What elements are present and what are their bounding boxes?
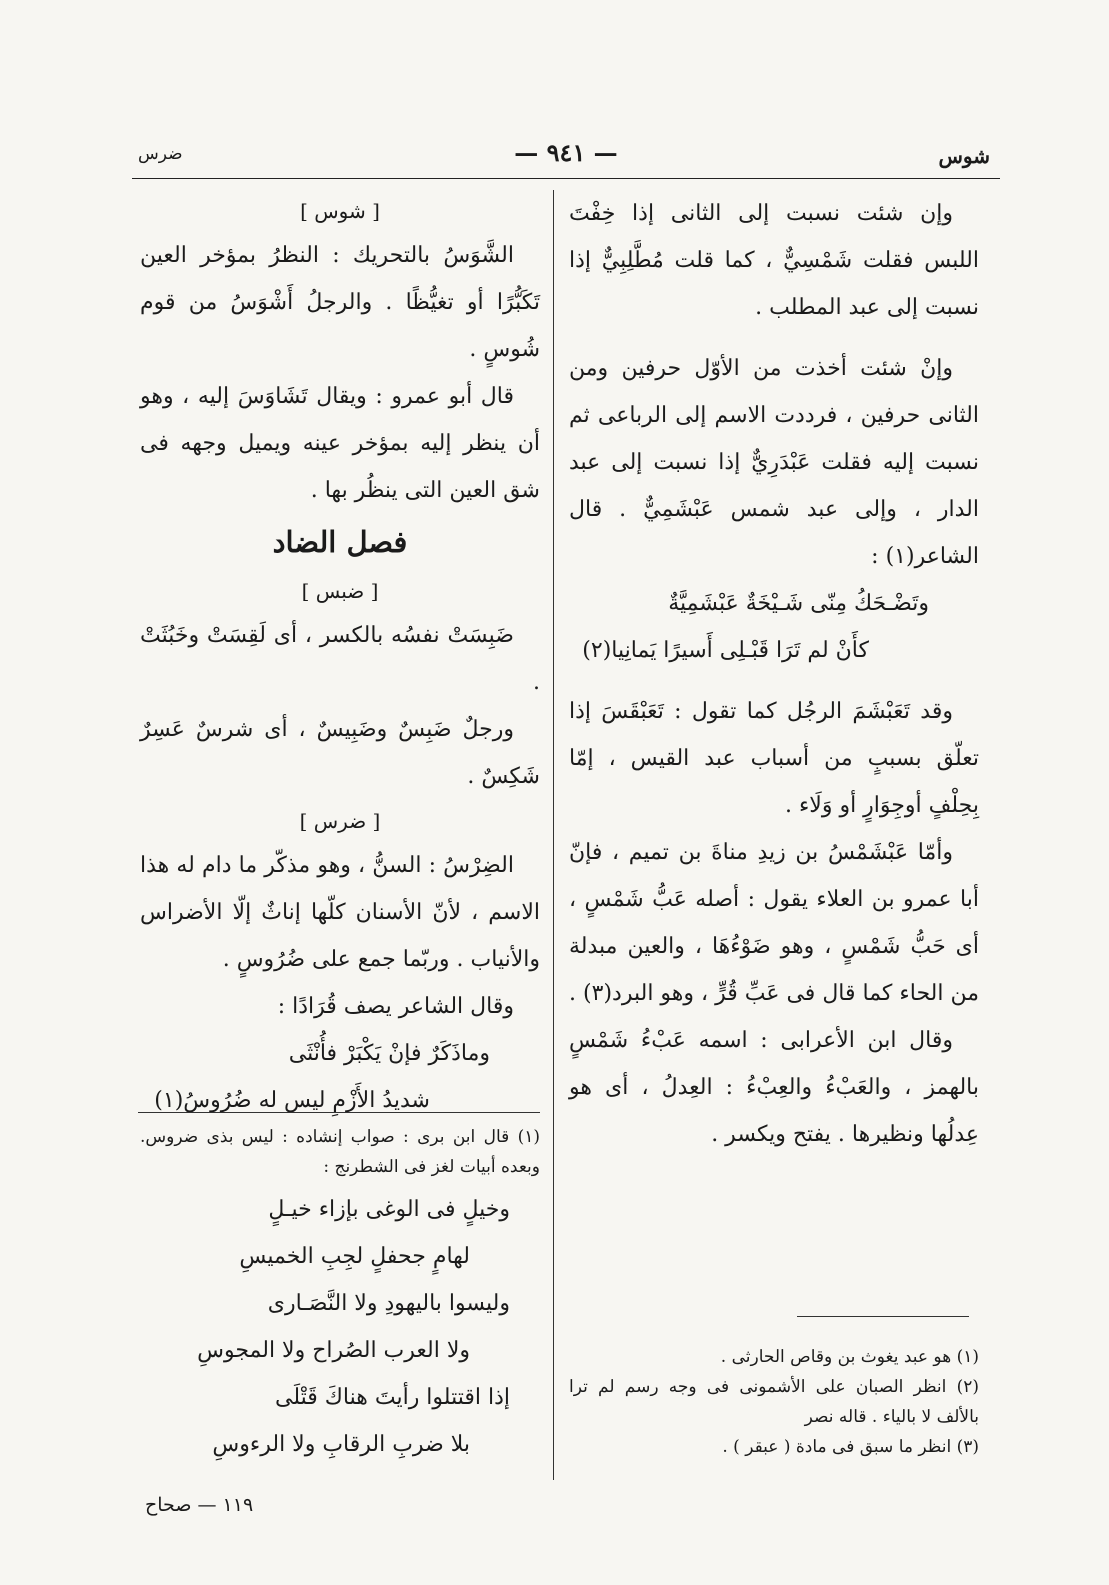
header-entry-word-right: شوس — [938, 144, 990, 168]
entry-heading: [ ضبس ] — [301, 579, 379, 603]
footnote: (٣) انظر ما سبق فى مادة ( عبقر ) . — [722, 1437, 979, 1457]
footer-signature: ١١٩ — صحاح — [145, 1494, 254, 1516]
poem-verse — [140, 1030, 540, 1124]
footnote-left — [140, 1122, 540, 1182]
paragraph: الضِرْسُ : السنُّ ، وهو مذكّر ما دام له هذا الاسم ، لأنّ الأسنان كلّها إناثٌ إلّا الأضراس والأنياب . وربّما جمع على ضُرُوسٍ . — [140, 853, 540, 972]
footnote-left-text: (١) قال ابن برى : صواب إنشاده : ليس بذى ضروس. وبعده أبيات لغز فى الشطرنج : — [140, 1127, 540, 1177]
paragraph: الشَّوَسُ بالتحريك : النظرُ بمؤخر العين تَكَبُّرًا أو تغيُّظًا . والرجلُ أَشْوَسُ من قوم شُوسٍ . — [140, 243, 540, 362]
page-header — [132, 138, 1000, 179]
entry-heading: [ شوس ] — [300, 199, 380, 223]
footnote-poem-line: بلا ضربِ الرقابِ ولا الرءوسِ — [212, 1432, 470, 1457]
paragraph: ورجلٌ ضَبِسٌ وضَبِيسٌ ، أى شرسٌ عَسِرٌ شَكِسٌ . — [140, 717, 540, 789]
verse-hemistich-1: وتَضْـحَكُ مِنّى شَـيْخَةٌ عَبْشَمِيَّةٌ — [668, 591, 929, 616]
footnote-rule-left — [138, 1112, 540, 1113]
footnote-poem-line: إذا اقتتلوا رأيتَ هناكَ قَتْلَى — [275, 1385, 510, 1410]
page-number: — ٩٤١ — — [514, 138, 618, 167]
poem-verse — [569, 580, 979, 674]
paragraph: وإنْ شئت أخذت من الأوّل حرفين ومن الثانى حرفين ، فرددت الاسم إلى الرباعى ثم نسبت إليه فقلت عَبْدَرِيٌّ إذا نسبت إلى عبد الدار ، وإلى عبد شمس عَبْشَمِيٌّ . قال الشاعر(١) : — [569, 356, 979, 569]
paragraph: وقد تَعَبْشَمَ الرجُل كما تقول : تَعَبْقَسَ إذا تعلّق بسببٍ من أسباب عبد القيس ، إمّا بِحِلْفٍ أوجِوَارٍ أو وَلَاء . — [569, 699, 979, 818]
paragraph: قال أبو عمرو : ويقال تَشَاوَسَ إليه ، وهو أن ينظر إليه بمؤخر عينه ويميل وجهه فى شق العين التى ينظُر بها . — [140, 384, 540, 503]
verse-hemistich-1: وماذَكَرٌ فإنْ يَكْبَرْ فأُنْثَى — [288, 1041, 490, 1066]
footnote-poem-line: لهامٍ جحفلٍ لجِبِ الخميسِ — [239, 1244, 470, 1269]
header-entry-word-left: ضرس — [138, 144, 183, 164]
entry-heading: [ ضرس ] — [299, 809, 381, 833]
footnotes-right — [569, 1342, 979, 1462]
footnote: (١) هو عبد يغوث بن وقاص الحارثى . — [720, 1347, 979, 1367]
right-column — [569, 190, 979, 1158]
chapter-title: فصل الضاد — [272, 525, 408, 559]
footnote-rule-right — [797, 1316, 969, 1317]
footnote-poem-line: وليسوا باليهودِ ولا النَّصَـارى — [267, 1291, 510, 1316]
footnote-left-poem — [150, 1186, 530, 1468]
verse-hemistich-2: كأَنْ لم تَرَا قَبْـلِى أَسيرًا يَمانِيا(٢) — [582, 638, 869, 663]
footnote: (٢) انظر الصبان على الأشمونى فى وجه رسم لم ترا بالألف لا بالياء . قاله نصر — [569, 1377, 979, 1427]
verse-hemistich-2: شديدُ الأَزْمِ ليس له ضُرُوسُ(١) — [154, 1088, 430, 1113]
paragraph: وإن شئت نسبت إلى الثانى إذا خِفْتَ اللبس فقلت شَمْسِيٌّ ، كما قلت مُطَّلِبِيٌّ إذا نسبت إلى عبد المطلب . — [569, 201, 979, 320]
column-divider — [553, 190, 554, 1480]
paragraph: وأمّا عَبْشَمْسُ بن زيدِ مناةَ بن تميم ، فإنّ أبا عمرو بن العلاء يقول : أصله عَبُّ شَمْسٍ ، أى حَبُّ شَمْسٍ ، وهو ضَوْءُهَا ، والعين مبدلة من الحاء كما قال فى عَبِّ قُرٍّ ، وهو البرد(٣) . — [569, 840, 979, 1006]
paragraph: ضَبِسَتْ نفسُه بالكسر ، أى لَقِسَتْ وخَبُثَتْ . — [140, 623, 540, 695]
paragraph: وقال الشاعر يصف قُرَادًا : — [277, 994, 514, 1019]
left-column — [140, 190, 540, 1124]
paragraph: وقال ابن الأعرابى : اسمه عَبْءُ شَمْسٍ بالهمز ، والعَبْءُ والعِبْءُ : العِدلُ ، أى هو عِدلُها ونظيرها . يفتح ويكسر . — [569, 1028, 979, 1147]
footnote-poem-line: وخيلٍ فى الوغى بإزاء خيـلٍ — [268, 1197, 510, 1222]
footnote-poem-line: ولا العرب الصُراح ولا المجوسِ — [197, 1338, 470, 1363]
